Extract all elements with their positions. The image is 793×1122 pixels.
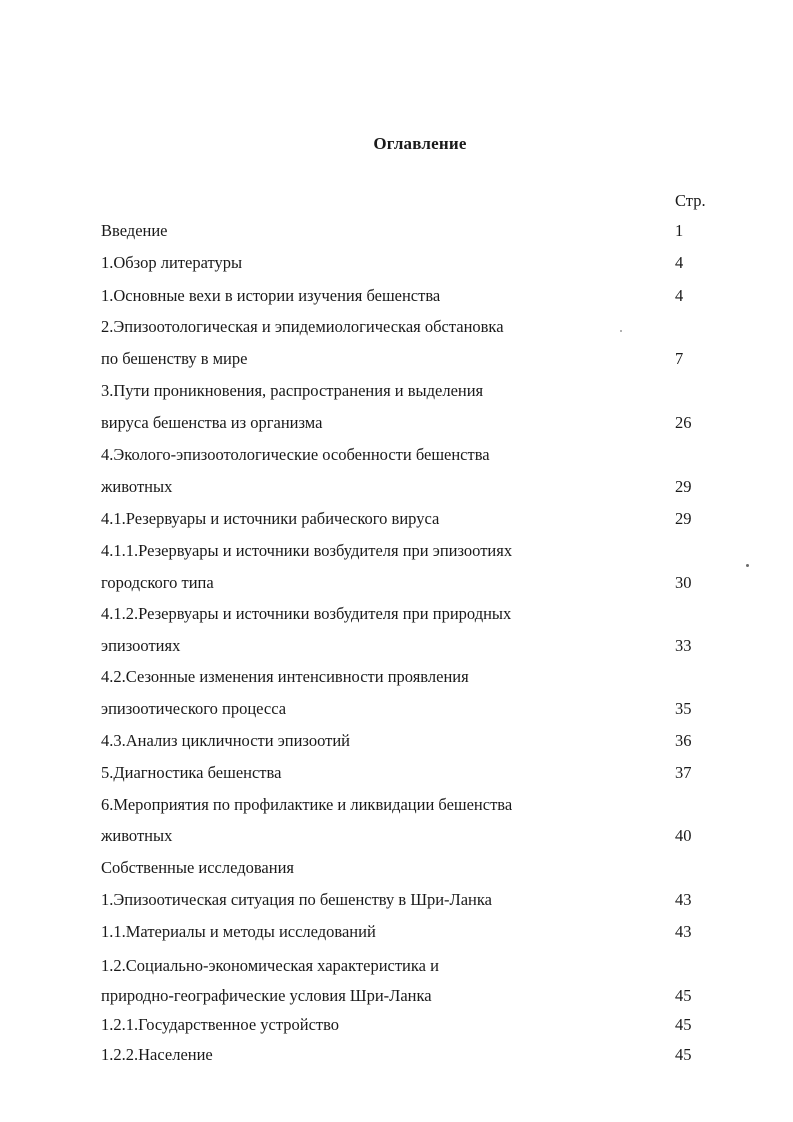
toc-entry-text: 4.1.Резервуары и источники рабического вируса <box>101 509 440 528</box>
toc-entry-page: 45 <box>675 1045 692 1064</box>
scan-speck <box>746 564 749 567</box>
page-title: Оглавление <box>373 134 467 153</box>
toc-entry <box>0 507 793 531</box>
toc-entry <box>0 219 793 243</box>
toc-entry-page: 7 <box>675 349 684 368</box>
toc-entry-text: 2.Эпизоотологическая и эпидемиологическая обстановка <box>101 317 504 336</box>
scan-speck <box>620 330 622 332</box>
toc-entry <box>0 602 793 626</box>
toc-entry-page: 36 <box>675 731 692 750</box>
toc-entry-text: 1.Обзор литературы <box>101 253 243 272</box>
toc-entry <box>0 697 793 721</box>
toc-entry-text: 4.Эколого-эпизоотологические особенности бешенства <box>101 445 490 464</box>
toc-entry-text: 1.2.Социально-экономическая характеристика и <box>101 956 439 975</box>
toc-entry <box>0 984 793 1008</box>
toc-entry <box>0 347 793 371</box>
toc-entry-text: 4.2.Сезонные изменения интенсивности проявления <box>101 667 469 686</box>
toc-entry-text: природно-географические условия Шри-Ланка <box>101 986 432 1005</box>
toc-entry-text: вируса бешенства из организма <box>101 413 323 432</box>
toc-entry-text: эпизоотиях <box>101 636 181 655</box>
toc-entry <box>0 539 793 563</box>
toc-entry-text: 1.1.Материалы и методы исследований <box>101 922 376 941</box>
toc-entry <box>0 315 793 339</box>
toc-entry-text: 3.Пути проникновения, распространения и выделения <box>101 381 484 400</box>
toc-entry <box>0 954 793 978</box>
toc-entry-text: 5.Диагностика бешенства <box>101 763 282 782</box>
toc-entry-text: по бешенству в мире <box>101 349 248 368</box>
toc-entry-page: 43 <box>675 922 692 941</box>
toc-entry <box>0 475 793 499</box>
page-column-header: Стр. <box>675 191 706 210</box>
toc-entry-text: 1.2.2.Население <box>101 1045 213 1064</box>
toc-entry <box>0 856 793 880</box>
toc-entry-text: Собственные исследования <box>101 858 295 877</box>
toc-entry <box>0 284 793 308</box>
toc-entry-text: Введение <box>101 221 168 240</box>
toc-entry <box>0 920 793 944</box>
toc-entry-text: 1.Эпизоотическая ситуация по бешенству в Шри-Ланка <box>101 890 492 909</box>
toc-entry-text: 4.3.Анализ цикличности эпизоотий <box>101 731 351 750</box>
toc-entry-text: 1.Основные вехи в истории изучения бешенства <box>101 286 441 305</box>
toc-entry-text: животных <box>101 477 173 496</box>
toc-entry-page: 30 <box>675 573 692 592</box>
toc-entry-page: 29 <box>675 477 692 496</box>
toc-entry-page: 29 <box>675 509 692 528</box>
toc-entry-text: городского типа <box>101 573 214 592</box>
toc-entry <box>0 411 793 435</box>
toc-entry <box>0 1013 793 1037</box>
toc-entry-text: животных <box>101 826 173 845</box>
toc-entry-text: 4.1.1.Резервуары и источники возбудителя при эпизоотиях <box>101 541 513 560</box>
toc-entry-page: 37 <box>675 763 692 782</box>
toc-entry <box>0 729 793 753</box>
toc-entry-text: 1.2.1.Государственное устройство <box>101 1015 340 1034</box>
toc-entry <box>0 251 793 275</box>
toc-entry-page: 45 <box>675 986 692 1005</box>
toc-entry-text: 4.1.2.Резервуары и источники возбудителя при природных <box>101 604 512 623</box>
toc-entry <box>0 793 793 817</box>
toc-entry-page: 43 <box>675 890 692 909</box>
toc-entry-page: 1 <box>675 221 684 240</box>
toc-entry-page: 4 <box>675 286 684 305</box>
toc-entry <box>0 761 793 785</box>
toc-entry <box>0 824 793 848</box>
toc-entry <box>0 634 793 658</box>
toc-entry-page: 35 <box>675 699 692 718</box>
toc-entry-page: 26 <box>675 413 692 432</box>
toc-entry <box>0 888 793 912</box>
toc-entry-text: 6.Мероприятия по профилактике и ликвидации бешенства <box>101 795 513 814</box>
toc-entry <box>0 1043 793 1067</box>
toc-entry <box>0 443 793 467</box>
toc-entry-page: 45 <box>675 1015 692 1034</box>
toc-entry-page: 33 <box>675 636 692 655</box>
toc-entry <box>0 379 793 403</box>
toc-entry-page: 40 <box>675 826 692 845</box>
toc-entry-text: эпизоотического процесса <box>101 699 287 718</box>
toc-entry-page: 4 <box>675 253 684 272</box>
toc-entry <box>0 665 793 689</box>
toc-entry <box>0 571 793 595</box>
